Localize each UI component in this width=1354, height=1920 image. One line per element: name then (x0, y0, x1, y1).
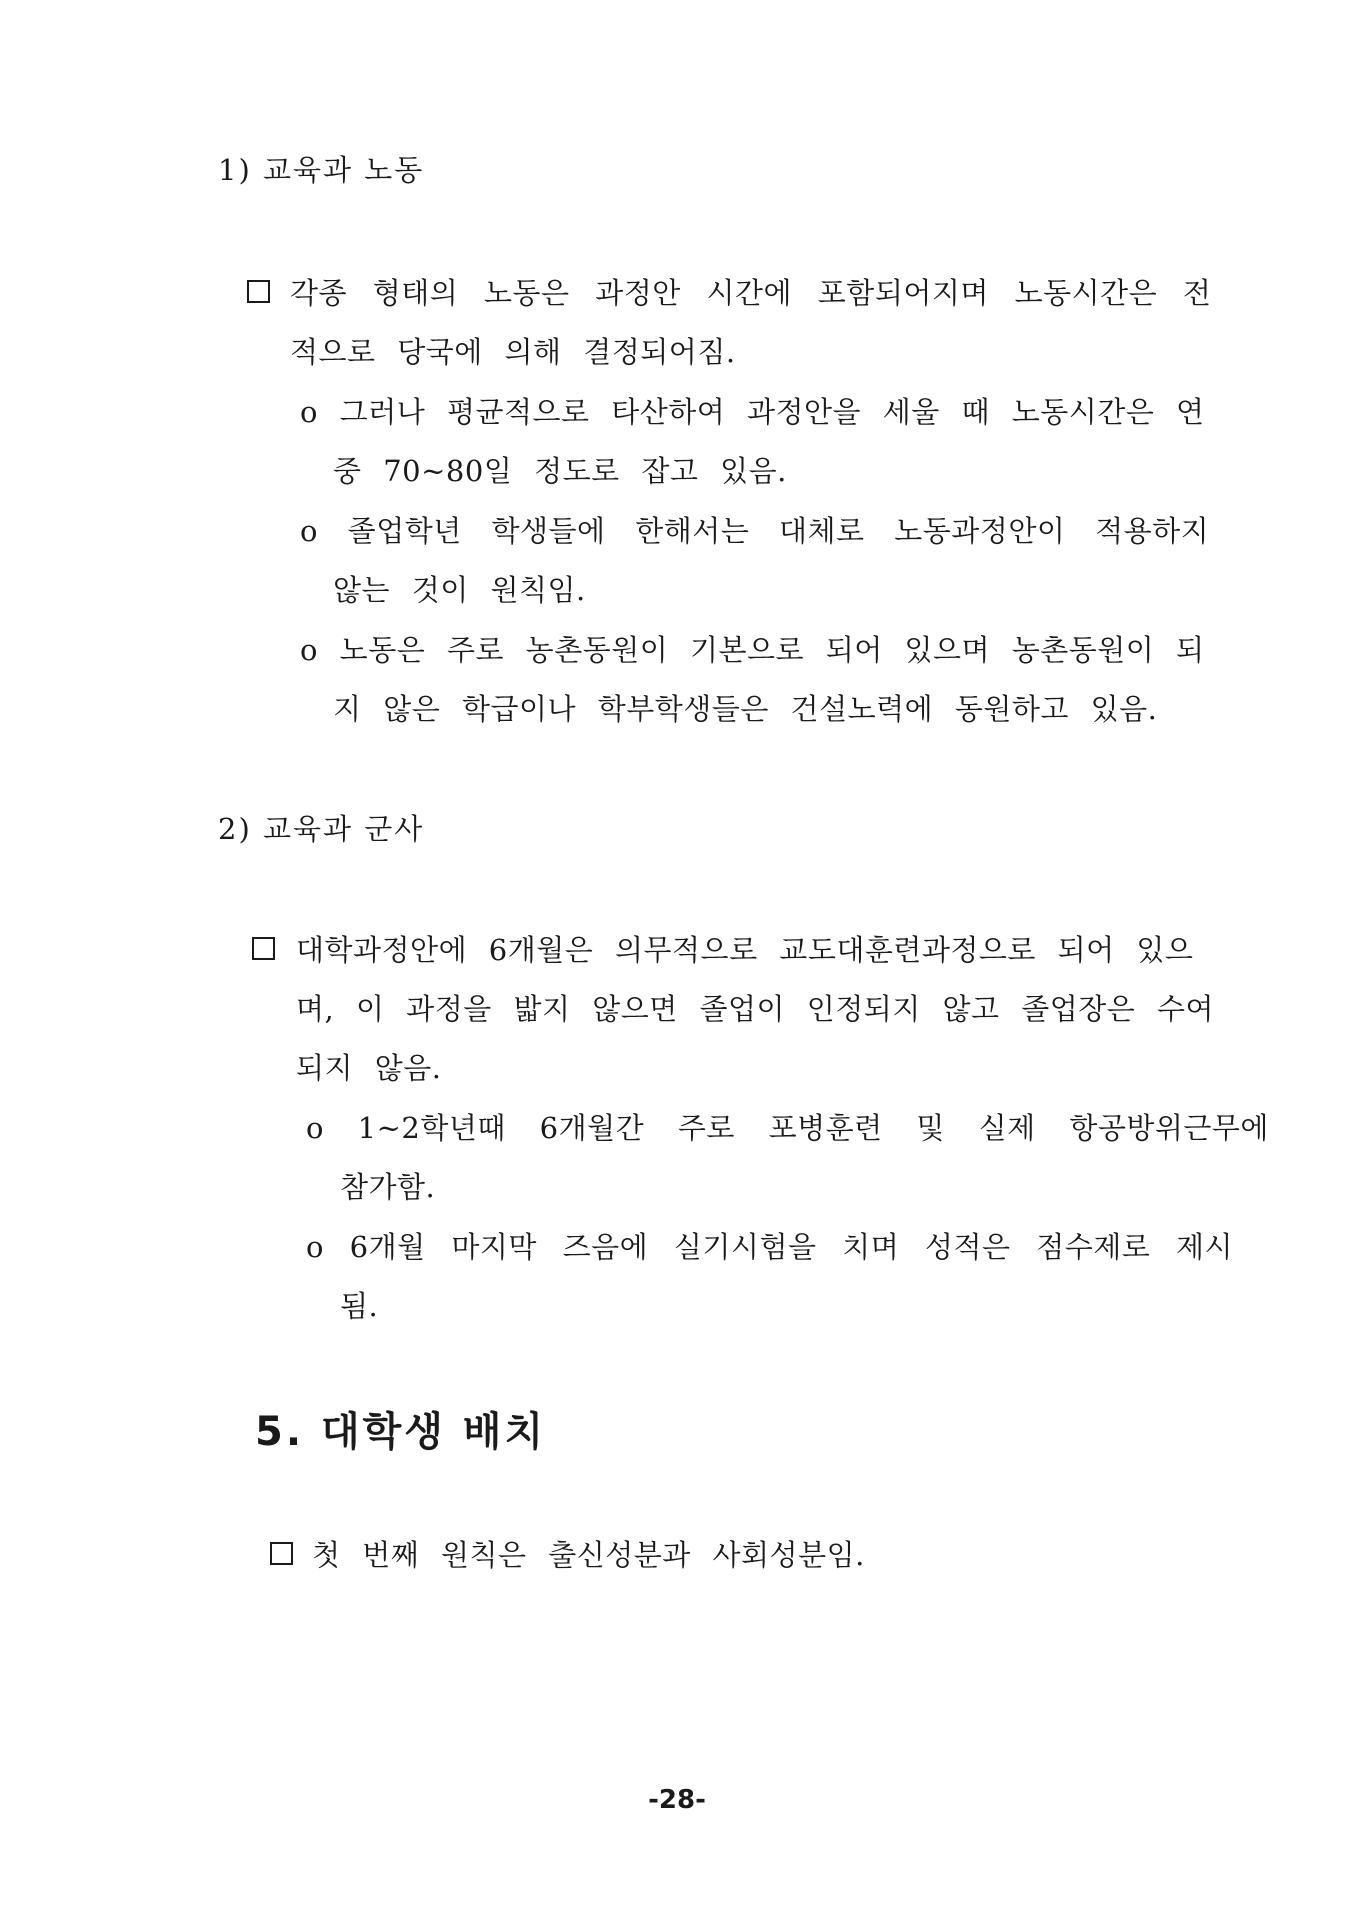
page-number: -28- (648, 1785, 706, 1815)
sub-bullet-line: o 6개월 마지막 즈음에 실기시험을 치며 성적은 점수제로 제시 (306, 1230, 1233, 1264)
sub-bullet-line: o 노동은 주로 농촌동원이 기본으로 되어 있으며 농촌동원이 되 (300, 633, 1205, 667)
sub-bullet-line: o 졸업학년 학생들에 한해서는 대체로 노동과정안이 적용하지 (300, 514, 1210, 548)
sub-bullet-line: 않는 것이 원칙임. (333, 573, 586, 607)
sub-bullet-line: 중 70~80일 정도로 잡고 있음. (333, 454, 787, 488)
sub-bullet-line: o 1~2학년때 6개월간 주로 포병훈련 및 실제 항공방위근무에 (306, 1111, 1269, 1145)
paragraph-line: 며, 이 과정을 밟지 않으면 졸업이 인정되지 않고 졸업장은 수여 (296, 992, 1215, 1026)
checkbox-bullet (252, 937, 275, 960)
sub-bullet-line: 참가함. (340, 1170, 436, 1204)
subsection-heading-labor: 1) 교육과 노동 (218, 153, 425, 187)
paragraph-line: 각종 형태의 노동은 과정안 시간에 포함되어지며 노동시간은 전 (290, 276, 1212, 310)
paragraph-line: 적으로 당국에 의해 결정되어짐. (290, 335, 736, 369)
subsection-heading-military: 2) 교육과 군사 (218, 812, 425, 846)
paragraph-line: 대학과정안에 6개월은 의무적으로 교도대훈련과정으로 되어 있으 (296, 933, 1194, 967)
sub-bullet-line: 지 않은 학급이나 학부학생들은 건설노력에 동원하고 있음. (333, 692, 1158, 726)
checkbox-bullet (270, 1542, 293, 1565)
section-title: 5. 대학생 배치 (255, 1409, 547, 1455)
paragraph-line: 되지 않음. (296, 1051, 442, 1085)
sub-bullet-line: o 그러나 평균적으로 타산하여 과정안을 세울 때 노동시간은 연 (300, 395, 1205, 429)
paragraph-line: 첫 번째 원칙은 출신성분과 사회성분임. (312, 1538, 865, 1572)
checkbox-bullet (247, 280, 270, 303)
sub-bullet-line: 됨. (340, 1289, 379, 1323)
